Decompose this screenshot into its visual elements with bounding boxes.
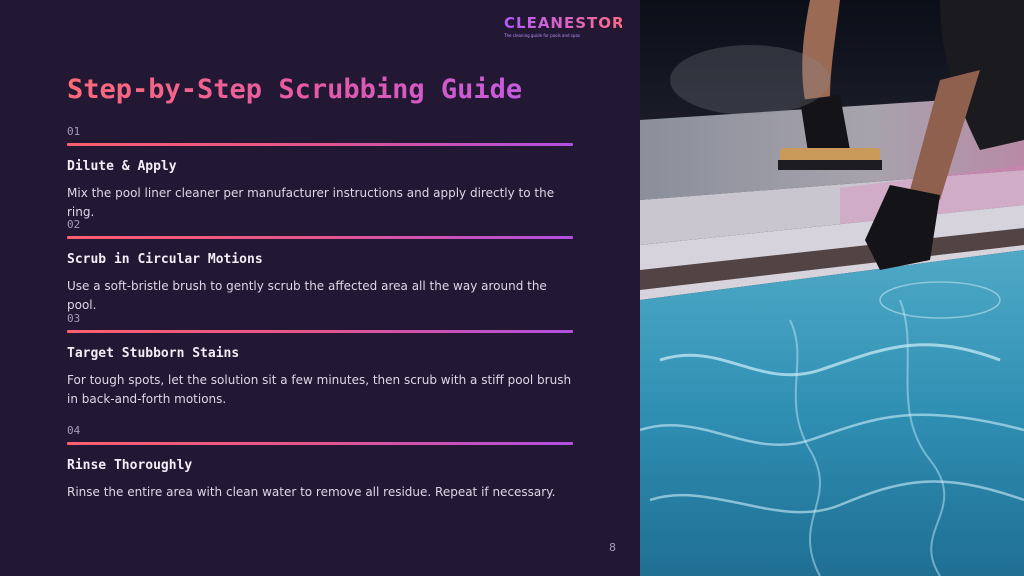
step-item <box>67 424 573 502</box>
step-divider <box>67 143 573 146</box>
pool-scrubbing-photo <box>640 0 1024 576</box>
page-number: 8 <box>609 541 616 554</box>
step-heading: Scrub in Circular Motions <box>67 252 263 267</box>
brand-tagline: The cleaning guide for pools and spas <box>504 33 581 38</box>
page-title: Step-by-Step Scrubbing Guide <box>67 72 522 108</box>
step-description: Use a soft-bristle brush to gently scrub the affected area all the way around the pool. <box>67 279 547 312</box>
brand-name: CLEANESTOR <box>504 14 625 32</box>
step-heading: Dilute & Apply <box>67 159 177 174</box>
step-item <box>67 312 573 409</box>
step-number: 03 <box>67 312 81 325</box>
step-divider <box>67 236 573 239</box>
brand-logo <box>504 14 625 39</box>
step-heading: Target Stubborn Stains <box>67 346 240 361</box>
step-heading: Rinse Thoroughly <box>67 458 193 473</box>
step-number: 02 <box>67 218 81 231</box>
step-item <box>67 218 573 315</box>
step-description: Mix the pool liner cleaner per manufacturer instructions and apply directly to the ring. <box>67 186 555 219</box>
step-description: Rinse the entire area with clean water to remove all residue. Repeat if necessary. <box>67 485 556 499</box>
step-divider <box>67 330 573 333</box>
step-divider <box>67 442 573 445</box>
step-number: 04 <box>67 424 81 437</box>
step-number: 01 <box>67 125 81 138</box>
step-description: For tough spots, let the solution sit a few minutes, then scrub with a stiff pool brush in back-and-forth motions. <box>67 373 572 406</box>
step-item <box>67 125 573 222</box>
